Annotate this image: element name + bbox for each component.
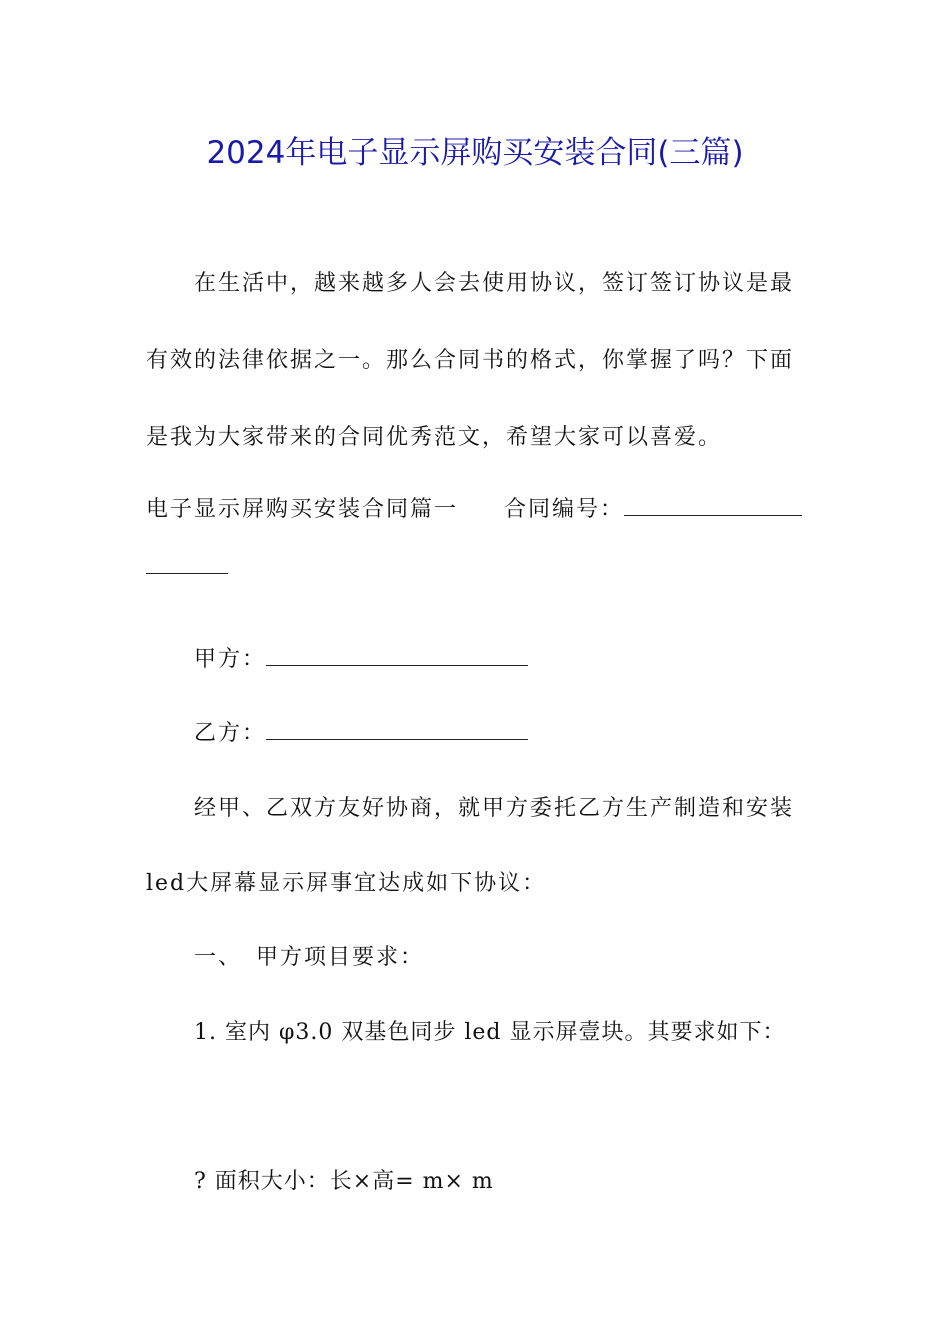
party-a-row (194, 640, 811, 680)
contract-number-blank-continued-row (146, 548, 811, 588)
party-b-label: 乙方： (194, 721, 267, 746)
section-1-heading-row (146, 490, 811, 530)
intro-line-3: 是我为大家带来的合同优秀范文，希望大家可以喜爱。 (146, 425, 723, 450)
party-a-label: 甲方： (194, 647, 267, 672)
contract-number-blank (624, 493, 802, 516)
intro-line-2: 有效的法律依据之一。那么合同书的格式，你掌握了吗？下面 (146, 348, 795, 373)
area-spec: ? 面积大小：长×高= m× m (194, 1169, 494, 1194)
document-title: 2024年电子显示屏购买安装合同(三篇) (206, 135, 744, 171)
party-a-blank (266, 643, 528, 666)
contract-number-label: 合同编号： (504, 497, 625, 522)
party-b-row (194, 714, 811, 754)
agreement-line-1: 经甲、乙双方友好协商，就甲方委托乙方生产制造和安装 (194, 796, 795, 821)
item-1-number: 一、 (194, 945, 243, 970)
section-1-heading: 电子显示屏购买安装合同篇一 (146, 497, 459, 522)
contract-number-blank-continued (146, 551, 228, 574)
intro-line-1: 在生活中，越来越多人会去使用协议，签订签订协议是最 (194, 271, 795, 296)
sub-item-1: 1. 室内 φ3.0 双基色同步 led 显示屏壹块。其要求如下： (194, 1020, 786, 1045)
agreement-line-2: led大屏幕显示屏事宜达成如下协议： (146, 871, 547, 896)
party-b-blank (266, 717, 528, 740)
item-1-row (194, 938, 811, 978)
item-1-text: 甲方项目要求： (256, 945, 425, 970)
